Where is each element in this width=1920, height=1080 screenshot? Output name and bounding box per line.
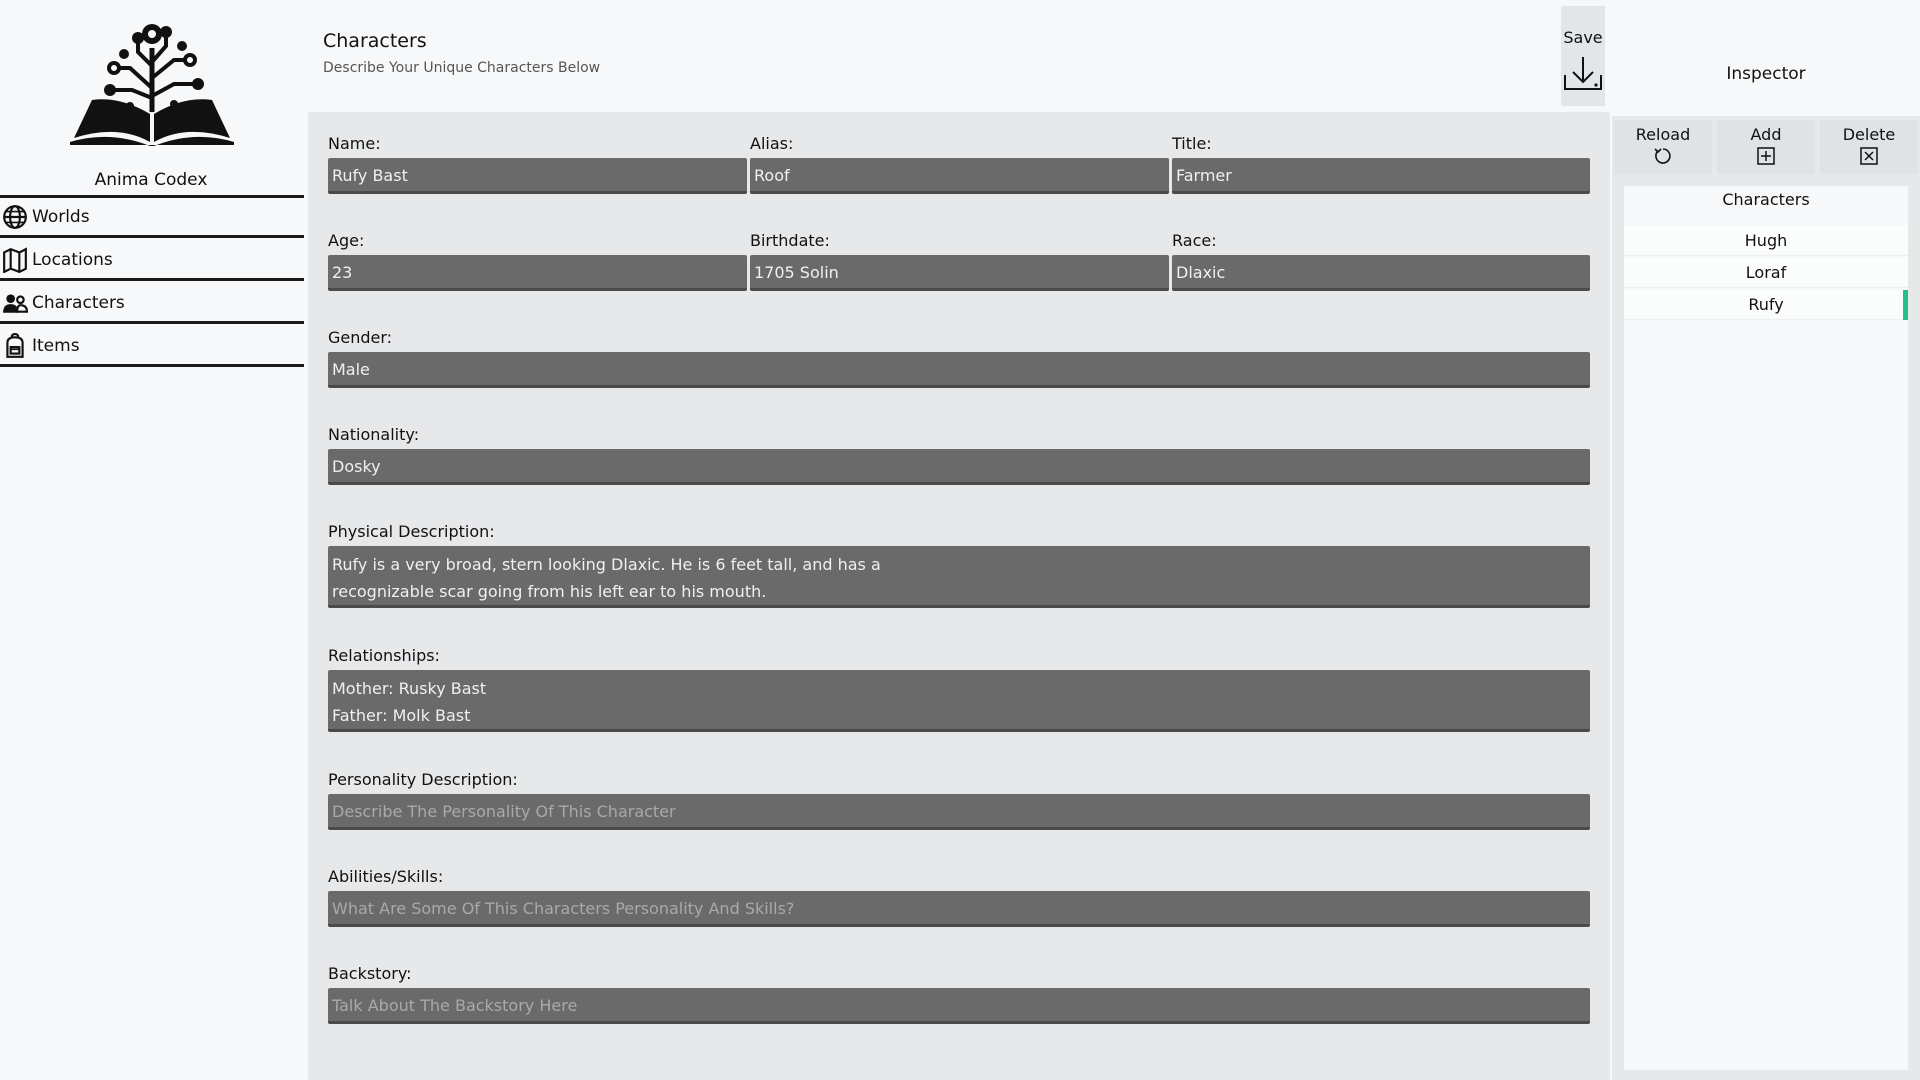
race-field[interactable]: Dlaxic: [1172, 255, 1590, 291]
sidebar-item-items[interactable]: [0, 327, 304, 367]
add-button[interactable]: [1717, 120, 1815, 174]
name-field[interactable]: Rufy Bast: [328, 158, 747, 194]
personality-label: Personality Description:: [328, 770, 518, 789]
backstory-field[interactable]: Talk About The Backstory Here: [328, 988, 1590, 1024]
reload-icon: [1653, 146, 1673, 166]
list-item-selected[interactable]: Rufy: [1624, 290, 1908, 320]
add-icon: [1756, 146, 1776, 166]
title-field[interactable]: Farmer: [1172, 158, 1590, 194]
birthdate-label: Birthdate:: [750, 231, 830, 250]
birthdate-field[interactable]: 1705 Solin: [750, 255, 1169, 291]
sidebar-item-label: Items: [32, 335, 80, 356]
inspector-panel: [1612, 0, 1920, 1080]
backpack-icon: [2, 333, 28, 359]
alias-label: Alias:: [750, 134, 794, 153]
personality-field[interactable]: Describe The Personality Of This Character: [328, 794, 1590, 830]
sidebar-item-characters[interactable]: [0, 284, 304, 324]
sidebar-item-label: Locations: [32, 249, 113, 270]
relationships-label: Relationships:: [328, 646, 440, 665]
age-label: Age:: [328, 231, 365, 250]
reload-button[interactable]: [1614, 120, 1712, 174]
save-label: Save: [1563, 28, 1603, 47]
alias-field[interactable]: Roof: [750, 158, 1169, 194]
character-list: [1624, 186, 1908, 1070]
relationships-field[interactable]: Mother: Rusky Bast Father: Molk Bast: [328, 670, 1590, 732]
sidebar-item-locations[interactable]: [0, 241, 304, 281]
backstory-label: Backstory:: [328, 964, 412, 983]
nationality-label: Nationality:: [328, 425, 420, 444]
download-icon: [1563, 55, 1603, 93]
delete-icon: [1859, 146, 1879, 166]
sidebar: [0, 0, 305, 1080]
sidebar-item-label: Worlds: [32, 206, 90, 227]
abilities-field[interactable]: What Are Some Of This Characters Personality And Skills?: [328, 891, 1590, 927]
physical-description-field[interactable]: Rufy is a very broad, stern looking Dlaxic. He is 6 feet tall, and has a recognizable scar going from his left ear to his mouth.: [328, 546, 1590, 608]
nationality-field[interactable]: Dosky: [328, 449, 1590, 485]
map-icon: [2, 247, 28, 273]
reload-label: Reload: [1635, 125, 1691, 144]
delete-label: Delete: [1842, 125, 1896, 144]
app-title: Anima Codex: [94, 170, 208, 190]
age-field[interactable]: 23: [328, 255, 747, 291]
character-form: [308, 112, 1610, 1080]
gender-label: Gender:: [328, 328, 393, 347]
title-label: Title:: [1172, 134, 1212, 153]
globe-icon: [2, 204, 28, 230]
list-item[interactable]: Hugh: [1624, 226, 1908, 256]
name-label: Name:: [328, 134, 381, 153]
sidebar-item-worlds[interactable]: [0, 198, 304, 238]
page-header: [307, 0, 1609, 110]
people-icon: [2, 290, 28, 316]
list-item[interactable]: Loraf: [1624, 258, 1908, 288]
sidebar-item-label: Characters: [32, 292, 125, 313]
list-title: Characters: [1722, 190, 1810, 209]
physical-description-label: Physical Description:: [328, 522, 495, 541]
add-label: Add: [1750, 125, 1782, 144]
delete-button[interactable]: [1820, 120, 1918, 174]
inspector-header: [1612, 0, 1920, 116]
gender-field[interactable]: Male: [328, 352, 1590, 388]
save-button[interactable]: [1561, 6, 1605, 106]
book-tree-logo: [70, 18, 234, 146]
race-label: Race:: [1172, 231, 1217, 250]
page-subtitle: Describe Your Unique Characters Below: [323, 60, 601, 76]
page-title: Characters: [323, 30, 427, 52]
abilities-label: Abilities/Skills:: [328, 867, 444, 886]
inspector-title: Inspector: [1726, 64, 1806, 84]
